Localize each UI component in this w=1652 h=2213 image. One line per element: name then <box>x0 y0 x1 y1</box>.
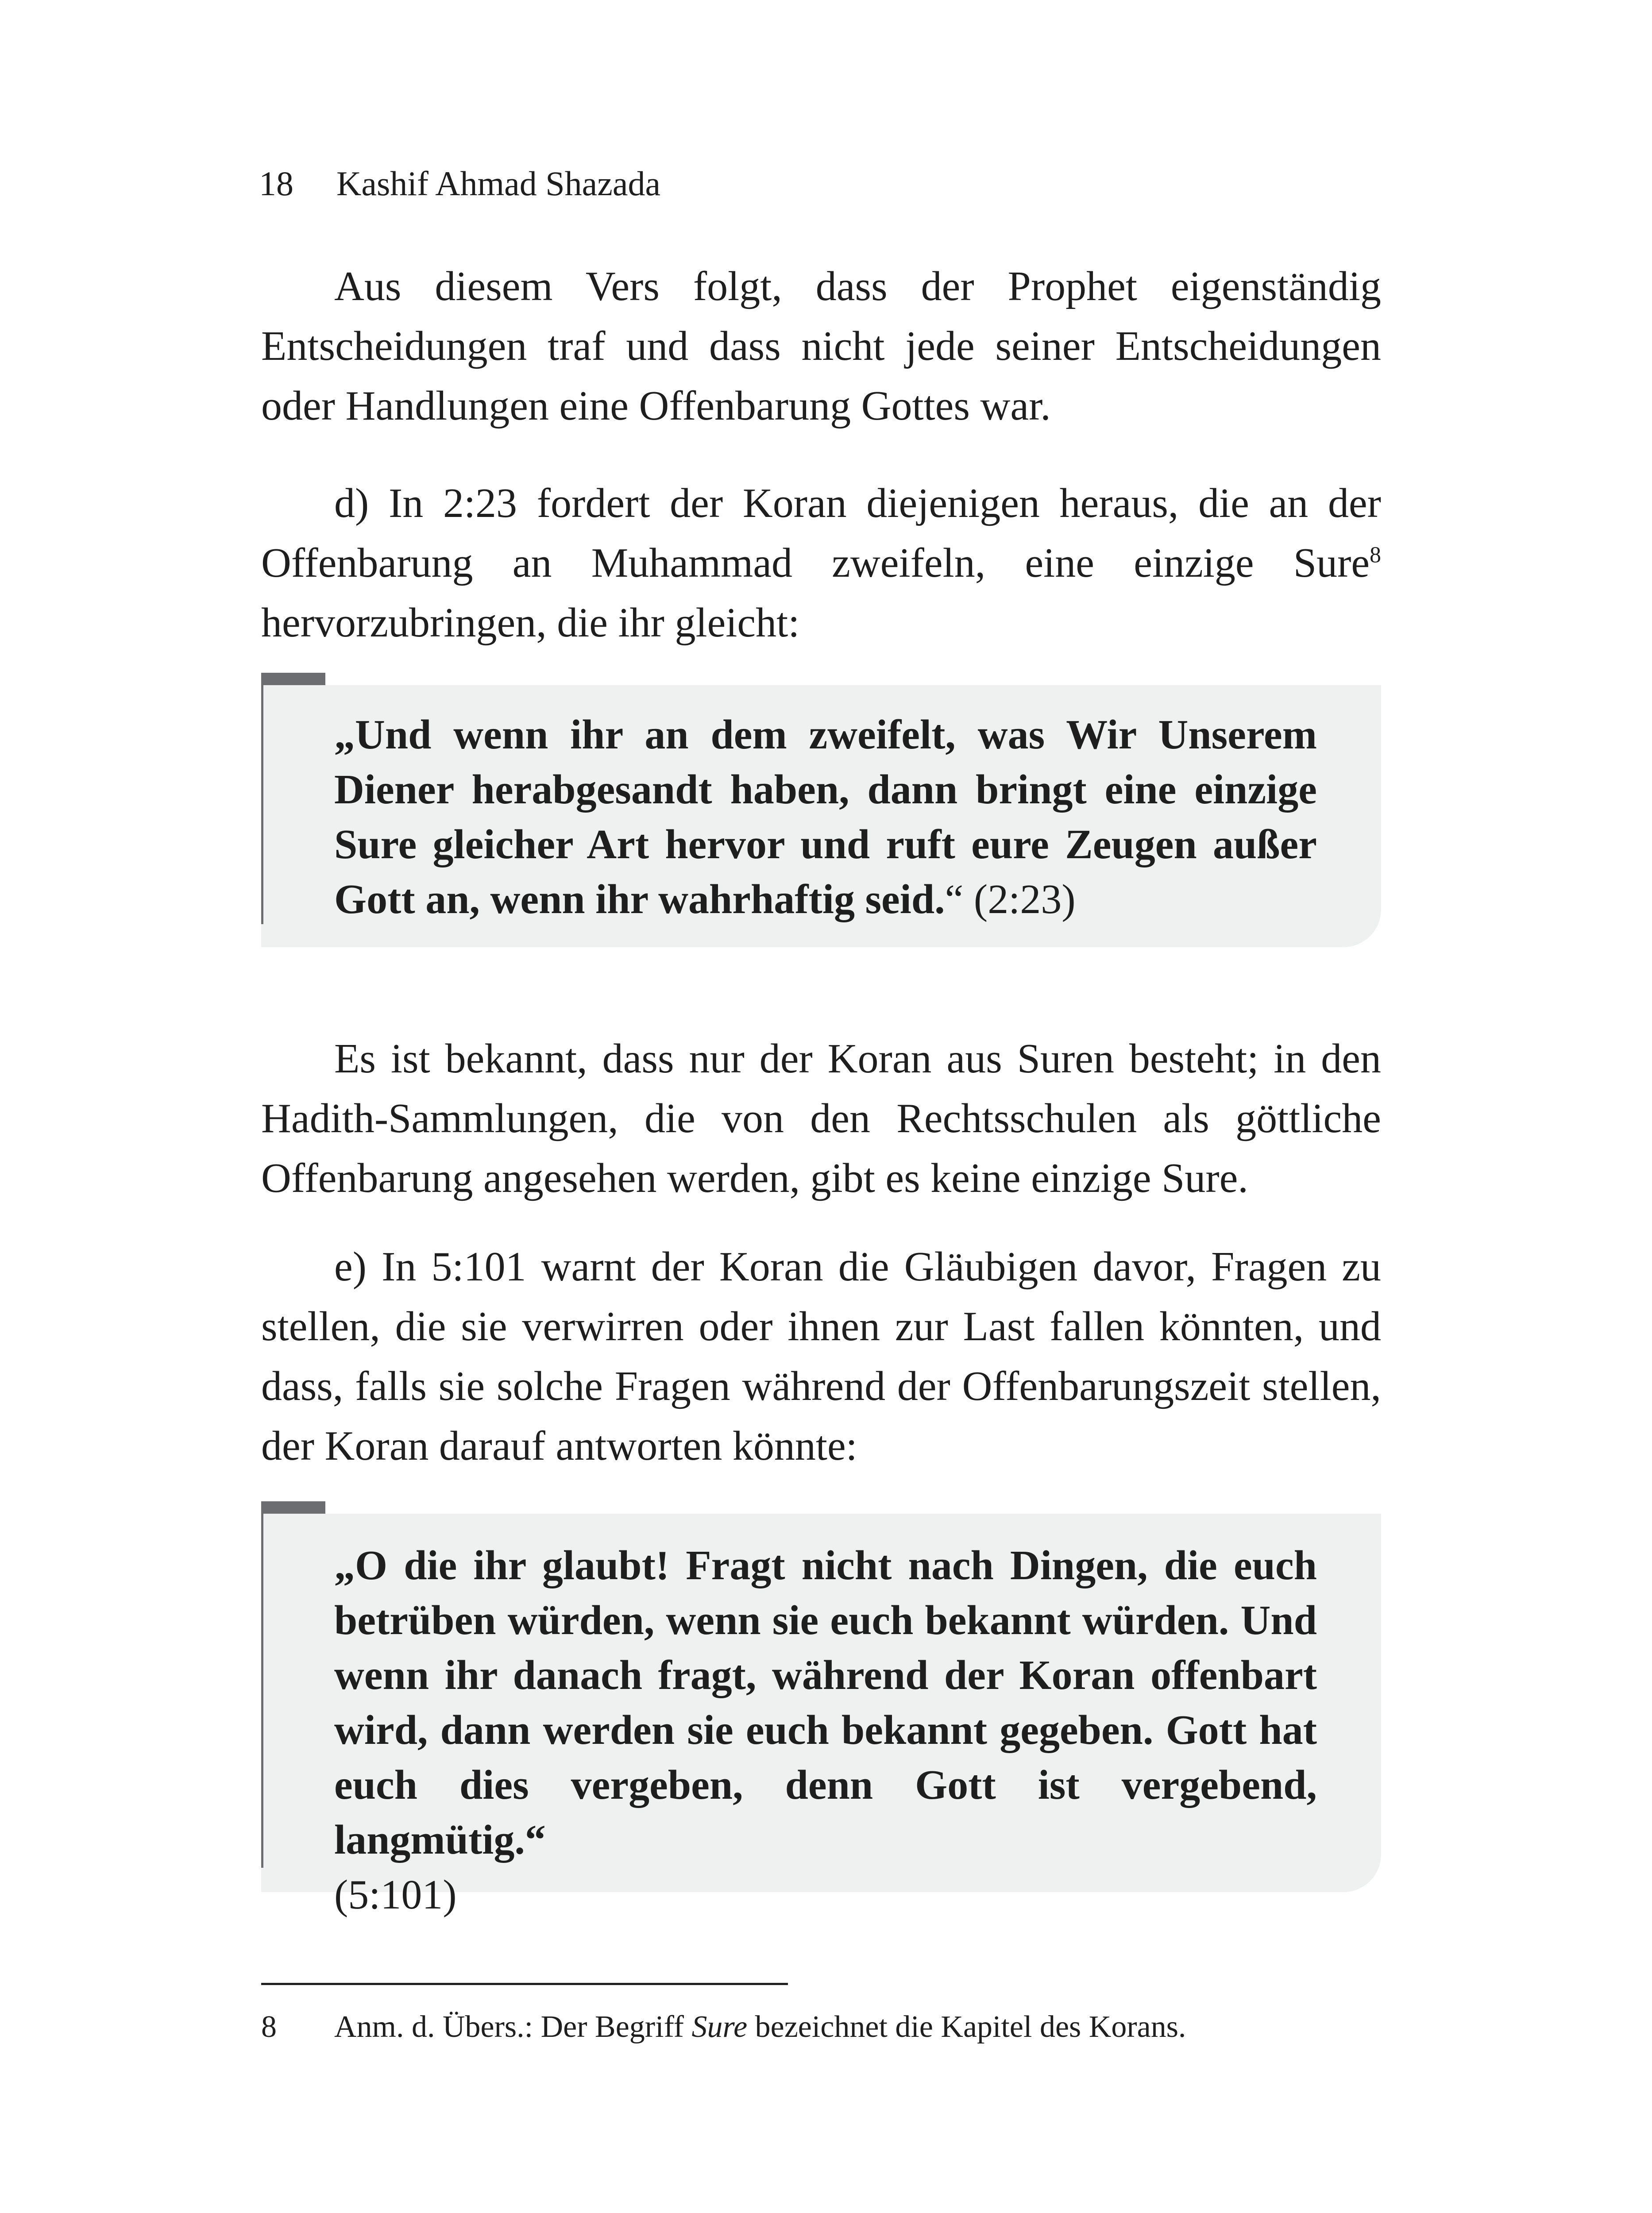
paragraph-2-text: d) In 2:23 fordert der Koran diejenigen heraus, die an der Offenbarung an Muhammad zweifeln, eine einzige Sure <box>261 480 1381 586</box>
quote-left-rule <box>261 1514 263 1868</box>
paragraph-3: Es ist bekannt, dass nur der Koran aus Suren besteht; in den Hadith-Sammlungen, die von den Rechtsschulen als göttliche Offenbarung angesehen werden, gibt es keine einzige Sure. <box>261 1036 1381 1201</box>
quote-1-reference: “ (2:23) <box>945 876 1076 922</box>
paragraph-4: e) In 5:101 warnt der Koran die Gläubigen davor, Fragen zu stellen, die sie verwirren oder ihnen zur Last fallen könnten, und dass, falls sie solche Fragen während der Offenbarungszeit stellen, der Koran darauf antworten könnte: <box>261 1244 1381 1469</box>
quote-accent-bar <box>261 673 325 685</box>
paragraph-2 <box>261 474 1381 653</box>
footnote-text: Anm. d. Übers.: Der Begriff <box>334 2010 692 2044</box>
quote-2-text <box>334 1538 1317 1922</box>
footnote-term: Sure <box>691 2010 748 2044</box>
paragraph-2-text-end: hervorzubringen, die ihr gleicht: <box>261 600 800 646</box>
quote-2-verse: „O die ihr glaubt! Fragt nicht nach Dingen, die euch betrüben würden, wenn sie euch bekannt würden. Und wenn ihr danach fragt, während der Koran offenbart wird, dann werden sie euch bekannt gegeben. Gott hat euch dies vergeben, denn Gott ist vergebend, langmütig.“ <box>334 1542 1317 1863</box>
footnote-text-end: bezeichnet die Kapitel des Korans. <box>747 2010 1186 2044</box>
paragraph-1: Aus diesem Vers folgt, dass der Prophet eigenständig Entscheidungen traf und dass nicht jede seiner Entscheidungen oder Handlungen eine Offenbarung Gottes war. <box>261 263 1381 429</box>
quote-1-verse: „Und wenn ihr an dem zweifelt, was Wir Unserem Diener herabgesandt haben, dann bringt eine einzige Sure gleicher Art hervor und ruft eure Zeugen außer Gott an, wenn ihr wahrhaftig seid. <box>334 712 1317 922</box>
quote-box-2 <box>261 1514 1381 1918</box>
running-header <box>259 162 660 206</box>
quote-accent-bar <box>261 1501 325 1514</box>
quote-1-text <box>334 707 1317 927</box>
quote-2-reference: (5:101) <box>334 1872 457 1918</box>
page-number: 18 <box>259 164 293 203</box>
footnote-reference[interactable]: 8 <box>1370 542 1381 568</box>
quote-left-rule <box>261 685 263 924</box>
footnote <box>261 2005 1186 2049</box>
running-header-author: Kashif Ahmad Shazada <box>336 164 661 203</box>
footnote-divider <box>261 1983 788 1985</box>
footnote-number: 8 <box>261 2010 277 2044</box>
quote-box-1 <box>261 685 1381 947</box>
